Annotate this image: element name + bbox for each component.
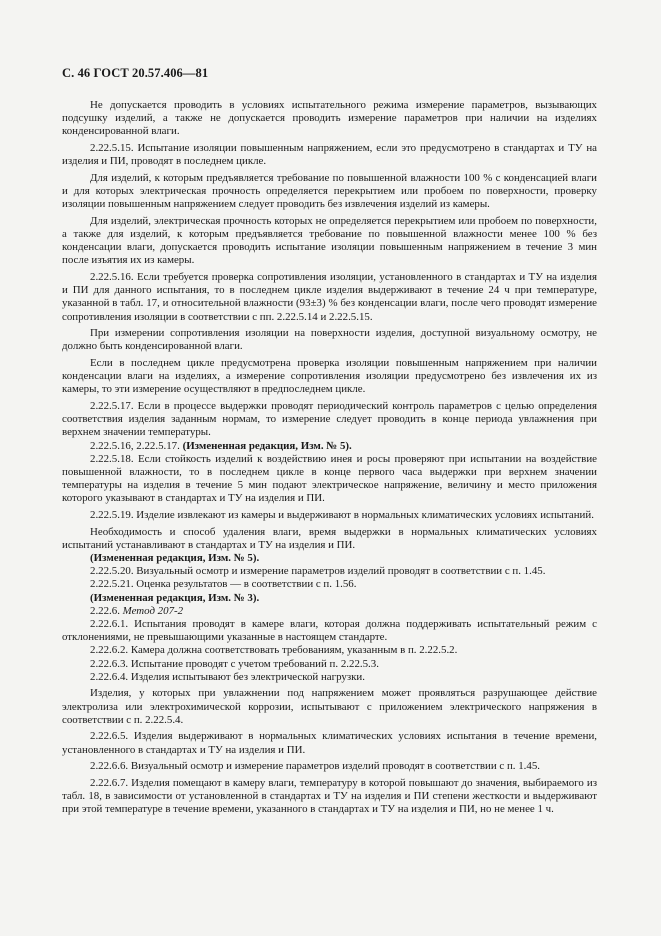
paragraph: Необходимость и способ удаления влаги, время выдержки в нормальных климатических условиях испытаний устанавливают в стандартах и ТУ на изделия и ПИ. [62,525,597,551]
paragraph: Для изделий, электрическая прочность которых не определяется перекрытием или пробоем по поверхности, а также для изделий, к которым предъявляется требование по повышенной влажности менее 100 % без конденсации влаги, допускается проводить испытание изоляции повышенным напряжением в течение 3 мин после изъятия их из камеры. [62,214,597,267]
paragraph: Изделия, у которых при увлажнении под напряжением может проявляться разрушающее действие электролиза или электрохимической коррозии, испытывают с приложением электрического напряжения в соответствии с п. 2.22.5.4. [62,687,597,726]
paragraph: 2.22.6.2. Камера должна соответствовать требованиям, указанным в п. 2.22.5.2. [90,644,458,657]
paragraph: 2.22.5.21. Оценка результатов — в соответствии с п. 1.56. [90,578,357,591]
paragraph: 2.22.5.20. Визуальный осмотр и измерение параметров изделий проводят в соответствии с п. 1.45. [90,565,546,578]
paragraph: Не допускается проводить в условиях испытательного режима измерение параметров, вызывающих подсушку изделий, а также не допускается проводить измерение параметров при наличии на изделиях конденсированной влаги. [62,99,597,138]
paragraph: 2.22.6.4. Изделия испытывают без электрической нагрузки. [90,670,365,683]
paragraph: 2.22.6.6. Визуальный осмотр и измерение параметров изделий проводят в соответствии с п. 1.45. [90,760,541,773]
paragraph: При измерении сопротивления изоляции на поверхности изделия, доступной визуальному осмотру, не должно быть конденсированной влаги. [62,327,597,353]
page-header: С. 46 ГОСТ 20.57.406—81 [62,66,209,80]
amendment-note: (Измененная редакция, Изм. № 5). [182,439,352,452]
paragraph-amendment [62,440,597,453]
paragraph: Если в последнем цикле предусмотрена проверка изоляции повышенным напряжением при наличии конденсации влаги на изделиях, а измерение сопротивления изоляции предусмотрено без извлечения их из камеры, то эти измерение осуществляют в предпоследнем цикле. [62,357,597,396]
paragraph: 2.22.6.1. Испытания проводят в камере влаги, которая должна поддерживать испытательный режим с отклонениями, не превышающими указанные в настоящем стандарте. [62,618,597,644]
method-title: Метод 207-2 [122,604,184,617]
paragraph: 2.22.5.15. Испытание изоляции повышенным напряжением, если это предусмотрено в стандартах и ТУ на изделия и ПИ, проводят в последнем цикле. [62,142,597,168]
paragraph: Для изделий, к которым предъявляется требование по повышенной влажности 100 % с конденсацией влаги и для которых электрическая прочность определяется перекрытием или пробоем по поверхности, проверку изоляции повышенным напряжением следует проводить без извлечения изделий из камеры. [62,171,597,211]
paragraph: 2.22.6.3. Испытание проводят с учетом требований п. 2.22.5.3. [90,657,379,670]
amendment-note: (Измененная редакция, Изм. № 3). [90,591,260,604]
amendment-note: (Измененная редакция, Изм. № 5). [90,552,260,565]
paragraph: 2.22.5.16. Если требуется проверка сопротивления изоляции, установленного в стандартах и ТУ на изделия и ПИ для данного испытания, то в последнем цикле изделия выдерживают в течение 24 ч при температуре, указанной в табл. 17, и относительной влажности (93±3) % без конденсации влаги, после чего проводят измерение сопротивления изоляции в соответствии с пп. 2.22.5.14 и 2.22.5.15. [62,271,597,323]
paragraph: 2.22.5.18. Если стойкость изделий к воздействию инея и росы проверяют при испытании на воздействие повышенной влажности, то в последнем цикле в конце первого часа выдержки при верхнем значении температуры на изделия в течение 5 мин подают электрическое напряжение, величину и место приложения которого указывают в стандартах и ТУ на изделия и ПИ. [62,452,597,505]
paragraph: 2.22.5.17. Если в процессе выдержки проводят периодический контроль параметров с целью определения соответствия изделия заданным нормам, то измерение следует проводить в конце периода увлажнения при верхнем значении температуры. [62,400,597,439]
paragraph: 2.22.5.19. Изделие извлекают из камеры и выдерживают в нормальных климатических условиях испытаний. [90,509,594,522]
document-body [62,99,597,816]
paragraph: 2.22.6.5. Изделия выдерживают в нормальных климатических условиях испытания в течение времени, установленного в стандартах и ТУ на изделия и ПИ. [62,730,597,756]
method-number: 2.22.6. [90,604,123,617]
paragraph-text: 2.22.5.16, 2.22.5.17. [90,439,183,452]
method-heading [62,605,597,618]
paragraph: 2.22.6.7. Изделия помещают в камеру влаги, температуру в которой повышают до значения, выбираемого из табл. 18, в зависимости от установленной в стандартах и ТУ на изделия и ПИ степени жесткости и выдерживают при этой температуре в течение времени, указанного в стандартах и ТУ на изделия и ПИ, но не менее 1 ч. [62,776,597,816]
